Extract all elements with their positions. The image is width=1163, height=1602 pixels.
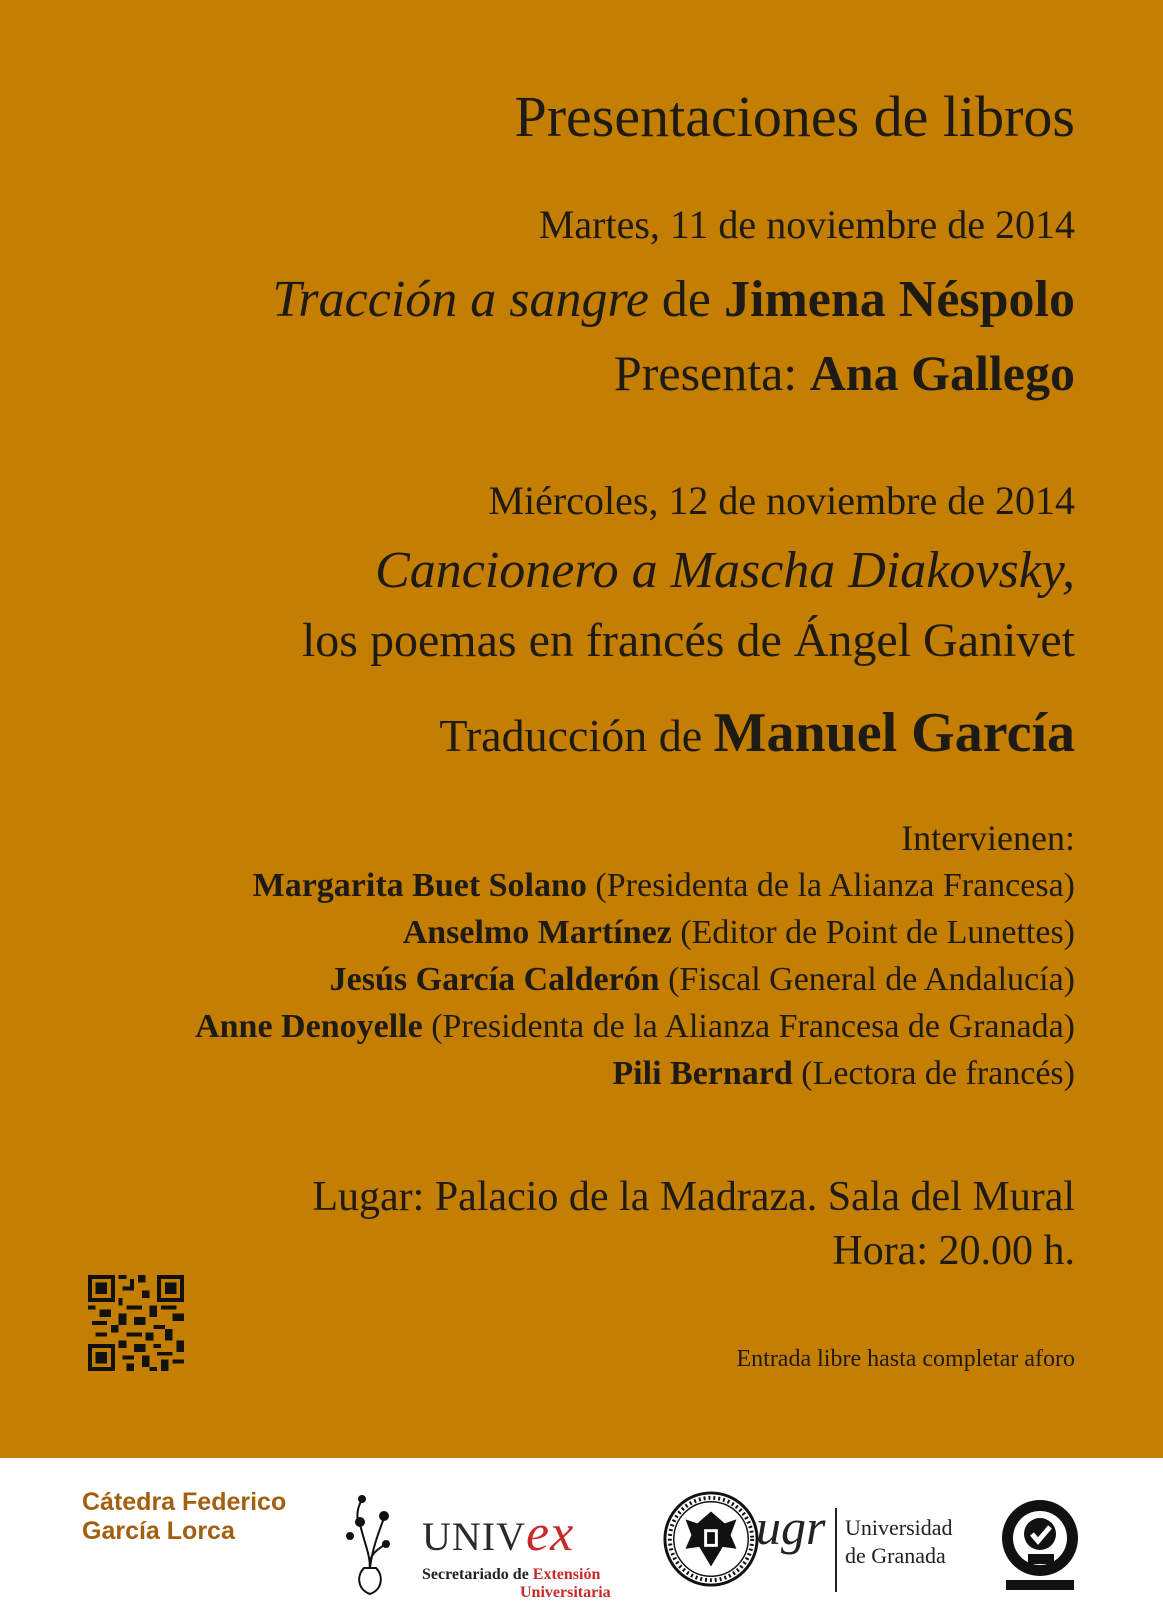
sgs-certification-icon <box>998 1494 1082 1594</box>
catedra-logo <box>82 1488 286 1546</box>
speaker-role: (Lectora de francés) <box>801 1055 1075 1092</box>
page-title: Presentaciones de libros <box>514 84 1075 149</box>
speakers-list <box>195 862 1075 1097</box>
univex-logo <box>422 1486 632 1601</box>
universidad-granada-label <box>845 1514 953 1570</box>
time: Hora: 20.00 h. <box>832 1228 1075 1274</box>
speaker-name: Jesús García Calderón <box>329 961 660 998</box>
event2-book-title-text: Cancionero a Mascha Diakovsky, <box>375 542 1075 599</box>
speaker-row <box>195 1003 1075 1050</box>
qr-code-icon[interactable] <box>88 1275 184 1371</box>
univex-sub-a: Secretariado de <box>422 1566 529 1583</box>
event1-date: Martes, 11 de noviembre de 2014 <box>538 202 1075 247</box>
speaker-role: (Presidenta de la Alianza Francesa de Granada) <box>431 1008 1075 1045</box>
speakers-label: Intervienen: <box>901 818 1075 858</box>
flower-vase-icon <box>340 1494 400 1598</box>
speaker-row <box>195 956 1075 1003</box>
univex-prefix: UNIV <box>422 1514 526 1559</box>
event2-translation-label: Traducción de <box>439 710 703 761</box>
ugr-wordmark: ugr <box>756 1499 826 1555</box>
footer-logos <box>0 1458 1163 1600</box>
speaker-name: Margarita Buet Solano <box>252 867 587 904</box>
speaker-name: Anne Denoyelle <box>195 1008 423 1045</box>
speaker-role: (Fiscal General de Andalucía) <box>668 961 1075 998</box>
univex-subtitle-line2: Universitaria <box>520 1584 611 1601</box>
admission-note: Entrada libre hasta completar aforo <box>736 1346 1075 1372</box>
university-seal-icon <box>662 1490 760 1588</box>
univex-subtitle-line1 <box>422 1566 600 1584</box>
univ-line2: de Granada <box>845 1543 946 1568</box>
event2-translation-line <box>439 700 1075 769</box>
ugr-divider <box>835 1508 837 1592</box>
venue: Lugar: Palacio de la Madraza. Sala del Mural <box>312 1174 1075 1220</box>
event1-book-title: Tracción a sangre <box>272 271 649 328</box>
catedra-line2: García Lorca <box>82 1517 235 1545</box>
speaker-role: (Editor de Point de Lunettes) <box>680 914 1075 951</box>
event1-presenter-label: Presenta: <box>613 345 798 401</box>
speaker-row <box>195 909 1075 956</box>
speaker-row <box>195 862 1075 909</box>
event2-date: Miércoles, 12 de noviembre de 2014 <box>488 478 1075 523</box>
catedra-line1: Cátedra Federico <box>82 1488 287 1516</box>
speaker-name: Pili Bernard <box>612 1055 793 1092</box>
event1-presenter-line <box>614 342 1075 404</box>
speaker-name: Anselmo Martínez <box>402 914 672 951</box>
univ-line1: Universidad <box>845 1515 953 1540</box>
speaker-role: (Presidenta de la Alianza Francesa) <box>595 867 1075 904</box>
event2-translator: Manuel García <box>713 702 1075 764</box>
event2-book-subtitle: los poemas en francés de Ángel Ganivet <box>301 614 1075 667</box>
univex-wordmark <box>422 1504 574 1563</box>
event1-connector: de <box>661 271 711 328</box>
univex-sub-b: Extensión <box>532 1566 601 1583</box>
speaker-row <box>195 1050 1075 1097</box>
event1-book-line <box>272 268 1075 332</box>
univex-suffix: ex <box>525 1505 575 1562</box>
event1-presenter: Ana Gallego <box>809 345 1075 401</box>
event1-author: Jimena Néspolo <box>724 271 1075 328</box>
event2-book-title <box>375 540 1075 602</box>
